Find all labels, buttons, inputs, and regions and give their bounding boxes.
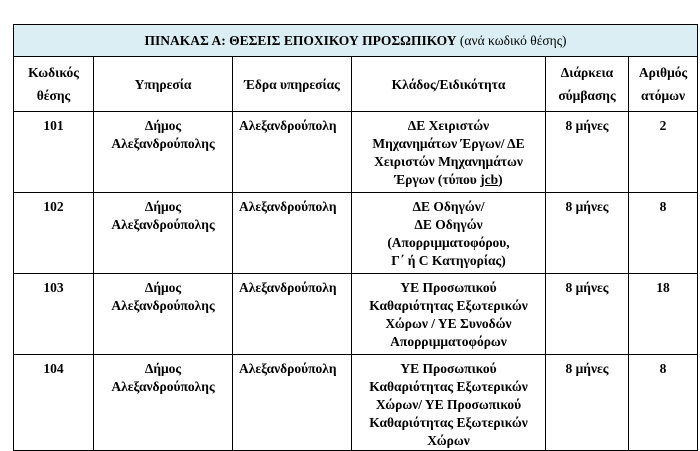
cell-seat: Αλεξανδρούπολη (233, 112, 352, 193)
cell-branch-line: Χώρων / ΥΕ Συνοδών (385, 316, 512, 331)
cell-service (94, 112, 233, 193)
cell-service-line: Δήμος (144, 199, 182, 214)
cell-branch (352, 112, 546, 193)
cell-service (94, 355, 233, 451)
table-title-row (14, 25, 698, 57)
cell-branch-line: Μηχανημάτων Έργων/ ΔΕ (372, 136, 525, 151)
cell-code: 103 (14, 274, 94, 355)
header-duration-line1: Διάρκεια (560, 65, 614, 80)
cell-code: 104 (14, 355, 94, 451)
header-service-label: Υπηρεσία (134, 76, 192, 92)
cell-branch-line: Γ΄ ή C Κατηγορίας) (391, 253, 506, 268)
cell-branch-line: Απορριμματοφόρων (390, 334, 507, 349)
cell-count: 8 (629, 355, 698, 451)
cell-service-line: Δήμος (144, 361, 182, 376)
header-duration-line2: σύμβασης (558, 88, 616, 103)
cell-code: 101 (14, 112, 94, 193)
cell-branch-line: Καθαριότητας Εξωτερικών (369, 298, 528, 313)
header-count (629, 57, 698, 112)
cell-branch-line: ΔΕ Χειριστών (407, 118, 490, 133)
cell-branch-line: Χώρων (427, 433, 470, 448)
cell-service-line: Δήμος (144, 280, 182, 295)
header-code-line1: Κωδικός (28, 65, 79, 80)
cell-branch-line: ΔΕ Οδηγών/ (412, 199, 485, 214)
cell-service (94, 193, 233, 274)
header-seat-label: Έδρα υπηρεσίας (244, 76, 340, 92)
table-row (14, 193, 698, 274)
cell-seat: Αλεξανδρούπολη (233, 274, 352, 355)
table-title-suffix: (ανά κωδικό θέσης) (459, 32, 567, 48)
cell-branch (352, 193, 546, 274)
cell-duration: 8 μήνες (546, 355, 629, 451)
cell-service-line: Αλεξανδρούπολης (111, 298, 215, 313)
cell-duration: 8 μήνες (546, 274, 629, 355)
cell-branch-text: Έργων (τύπου (394, 172, 481, 187)
cell-branch-line: Καθαριότητας Εξωτερικών (369, 415, 528, 430)
table-title (14, 25, 698, 57)
cell-count: 8 (629, 193, 698, 274)
cell-branch-line (358, 171, 539, 189)
cell-duration: 8 μήνες (546, 112, 629, 193)
header-service (94, 57, 233, 112)
cell-duration: 8 μήνες (546, 193, 629, 274)
cell-code: 102 (14, 193, 94, 274)
table-header-row (14, 57, 698, 112)
cell-count: 2 (629, 112, 698, 193)
header-seat (233, 57, 352, 112)
header-branch (352, 57, 546, 112)
cell-branch-underlined: jcb (480, 172, 499, 187)
cell-count: 18 (629, 274, 698, 355)
cell-branch-line: ΔΕ Οδηγών (414, 217, 483, 232)
cell-branch-line: ΥΕ Προσωπικού (400, 280, 497, 295)
cell-seat: Αλεξανδρούπολη (233, 355, 352, 451)
header-code (14, 57, 94, 112)
header-branch-label: Κλάδος/Ειδικότητα (391, 76, 506, 92)
header-count-line2: ατόμων (641, 88, 686, 103)
table-row (14, 355, 698, 451)
cell-service-line: Δήμος (144, 118, 182, 133)
cell-service-line: Αλεξανδρούπολης (111, 136, 215, 151)
table-title-bold: ΠΙΝΑΚΑΣ Α: ΘΕΣΕΙΣ ΕΠΟΧΙΚΟΥ ΠΡΟΣΩΠΙΚΟΥ (144, 32, 457, 48)
cell-seat: Αλεξανδρούπολη (233, 193, 352, 274)
positions-table (13, 24, 698, 451)
header-duration (546, 57, 629, 112)
table-row (14, 112, 698, 193)
cell-branch-line: (Απορριμματοφόρου, (387, 235, 510, 250)
cell-service-line: Αλεξανδρούπολης (111, 379, 215, 394)
cell-branch (352, 274, 546, 355)
cell-branch (352, 355, 546, 451)
cell-branch-text: ) (498, 172, 503, 187)
cell-service-line: Αλεξανδρούπολης (111, 217, 215, 232)
table-row (14, 274, 698, 355)
header-count-line1: Αριθμός (638, 65, 688, 80)
header-code-line2: θέσης (36, 88, 71, 103)
cell-branch-line: ΥΕ Προσωπικού (400, 361, 497, 376)
cell-branch-line: Καθαριότητας Εξωτερικών (369, 379, 528, 394)
cell-branch-line: Χώρων/ ΥΕ Προσωπικού (375, 397, 522, 412)
cell-branch-line: Χειριστών Μηχανημάτων (374, 154, 523, 169)
cell-service (94, 274, 233, 355)
